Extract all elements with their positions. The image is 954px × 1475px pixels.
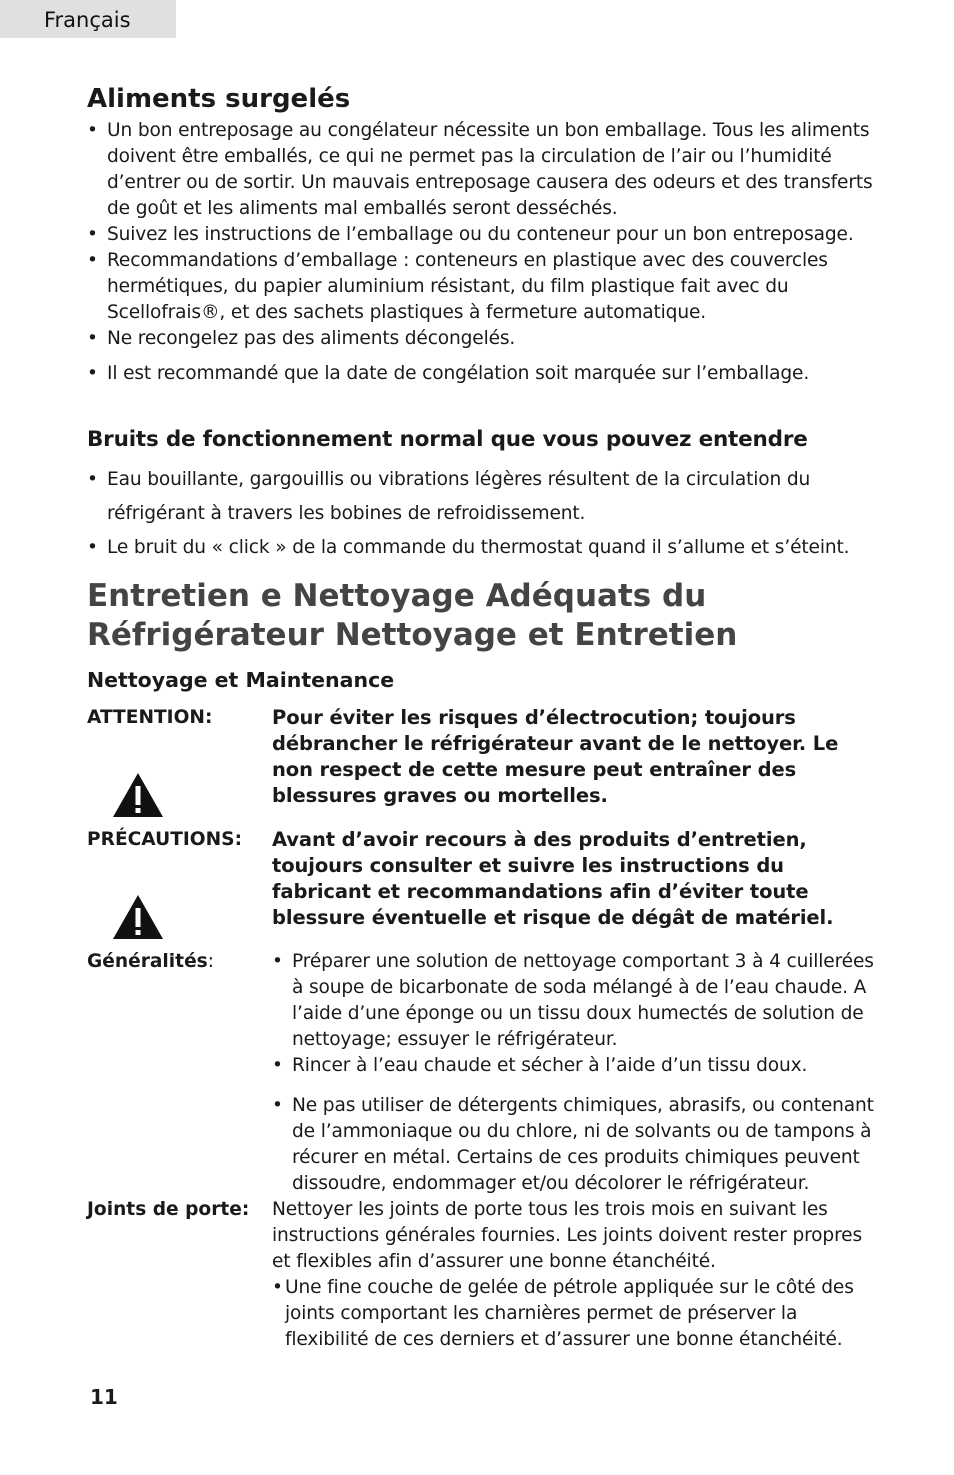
list-item: • Ne pas utiliser de détergents chimiques, abrasifs, ou contenant de l’ammoniaque ou du chlore, ni de solvants ou de tampons à récurer en métal. Certains de ces produits chimiques peuvent dissoudre, endommager et/ou décolorer le réfrigérateur. <box>272 1093 877 1197</box>
page-content <box>87 82 877 1353</box>
precautions-row <box>87 827 877 945</box>
warning-icon <box>111 771 165 819</box>
list-item: • Suivez les instructions de l’emballage ou du conteneur pour un bon entreposage. <box>87 222 877 248</box>
list-item: • Préparer une solution de nettoyage comportant 3 à 4 cuillerées à soupe de bicarbonate de soda mélangé à de l’eau chaude. A l’aide d’une éponge ou un tissu doux humectés de solution de nettoyage; essuyer le réfrigérateur. <box>272 949 877 1053</box>
cleaning-subheading: Nettoyage et Maintenance <box>87 668 395 692</box>
precautions-label: PRÉCAUTIONS: <box>87 829 243 850</box>
precautions-text: Avant d’avoir recours à des produits d’entretien, toujours consulter et suivre les instructions du fabricant et recommandations afin d’éviter toute blessure éventuelle et risque de dégât de matériel. <box>272 828 834 929</box>
gaskets-bullet: • Une fine couche de gelée de pétrole appliquée sur le côté des joints comportant les charnières permet de préserver la flexibilité de ces derniers et d’assurer une bonne étanchéité. <box>272 1277 854 1350</box>
attention-text: Pour éviter les risques d’électrocution; toujours débrancher le réfrigérateur avant de le nettoyer. Le non respect de cette mesure peut entraîner des blessures graves ou mortelles. <box>272 706 839 807</box>
general-row <box>87 949 877 1197</box>
frozen-food-list <box>87 118 877 387</box>
list-item: • Il est recommandé que la date de congélation soit marquée sur l’emballage. <box>87 361 877 387</box>
list-item: • Ne recongelez pas des aliments décongelés. <box>87 326 877 352</box>
gaskets-body <box>272 1197 877 1353</box>
list-item: • Le bruit du « click » de la commande du thermostat quand il s’allume et s’éteint. <box>87 531 877 565</box>
gaskets-text: Nettoyer les joints de porte tous les trois mois en suivant les instructions générales fournies. Les joints doivent rester propres et flexibles afin d’assurer une bonne étanchéité. <box>272 1199 862 1272</box>
noises-list <box>87 463 877 565</box>
care-heading-line1: Entretien e Nettoyage Adéquats du <box>87 578 707 614</box>
language-tab: Français <box>0 0 176 38</box>
frozen-food-heading: Aliments surgelés <box>87 84 351 114</box>
list-item: • Recommandations d’emballage : conteneurs en plastique avec des couvercles hermétiques, du papier aluminium résistant, du film plastique fait avec du Scellofrais®, et des sachets plastiques à fermeture automatique. <box>87 248 877 326</box>
list-item: • Eau bouillante, gargouillis ou vibrations légères résultent de la circulation du réfrigérant à travers les bobines de refroidissement. <box>87 463 877 531</box>
general-list <box>272 949 877 1197</box>
attention-row <box>87 705 877 823</box>
care-heading-line2: Réfrigérateur Nettoyage et Entretien <box>87 617 738 653</box>
page-number: 11 <box>90 1385 118 1409</box>
list-item: • Rincer à l’eau chaude et sécher à l’aide d’un tissu doux. <box>272 1053 877 1079</box>
gaskets-row <box>87 1197 877 1353</box>
attention-label: ATTENTION: <box>87 707 213 728</box>
gaskets-label: Joints de porte: <box>87 1199 250 1220</box>
list-item: • Un bon entreposage au congélateur nécessite un bon emballage. Tous les aliments doivent être emballés, ce qui ne permet pas la circulation de l’air ou l’humidité d’entrer ou de sortir. Un mauvais entreposage causera des odeurs et des transferts de goût et les aliments mal emballés seront desséchés. <box>87 118 877 222</box>
general-label: Généralités: <box>87 951 215 972</box>
noises-heading: Bruits de fonctionnement normal que vous pouvez entendre <box>87 427 808 452</box>
warning-icon <box>111 893 165 941</box>
